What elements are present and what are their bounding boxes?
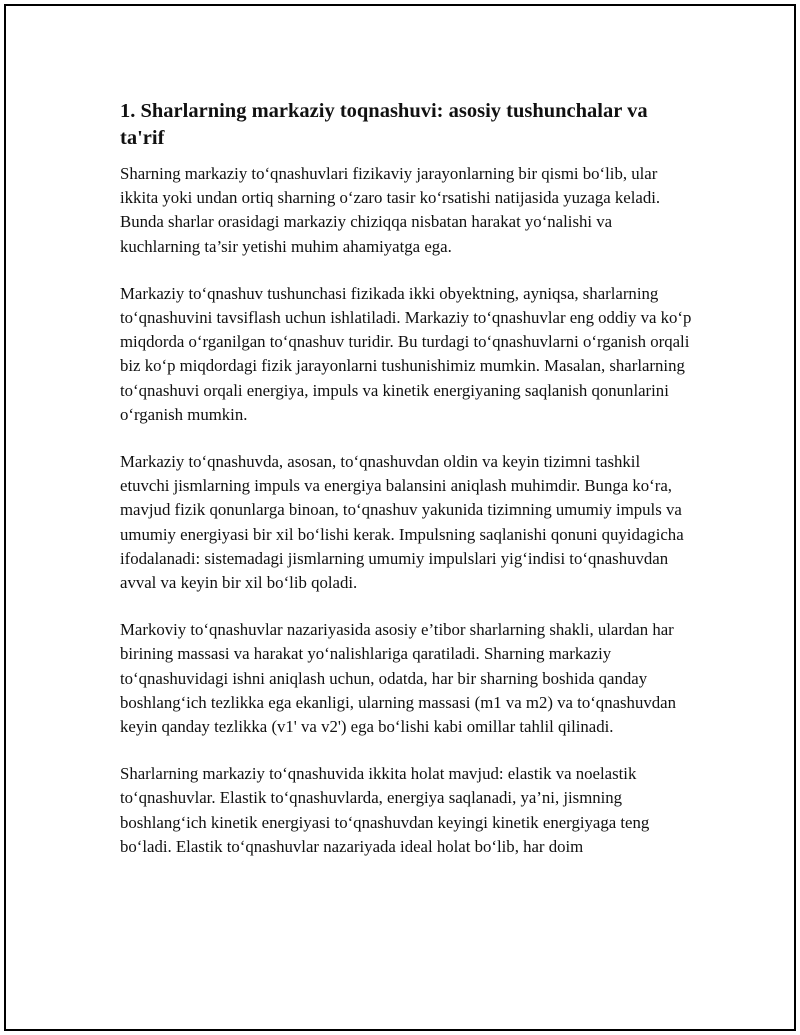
paragraph-4: Markoviy to‘qnashuvlar nazariyasida asosiy e’tibor sharlarning shakli, ulardan har birining massasi va harakat yo‘nalishlariga qaratiladi. Sharning markaziy to‘qnashuvidagi ishni aniqlash uchun, odatda, har bir sharning boshida qanday boshlang‘ich tezlikka ega ekanligi, ularning massasi (m1 va m2) va to‘qnashuvdan keyin qanday tezlikka (v1' va v2') ega bo‘lishi kabi omillar tahlil qilinadi. [120, 620, 676, 737]
section-heading: 1. Sharlarning markaziy toqnashuvi: asosiy tushunchalar va ta'rif [120, 100, 648, 149]
paragraph-5: Sharlarning markaziy to‘qnashuvida ikkita holat mavjud: elastik va noelastik to‘qnashuvlar. Elastik to‘qnashuvlarda, energiya saqlanadi, ya’ni, jismning boshlang‘ich kinetik energiyasi to‘qnashuvdan keyingi kinetik energiyaga teng bo‘ladi. Elastik to‘qnashuvlar nazariyada ideal holat bo‘lib, har doim [120, 764, 650, 856]
document-body [120, 98, 692, 882]
paragraph-3: Markaziy to‘qnashuvda, asosan, to‘qnashuvdan oldin va keyin tizimni tashkil etuvchi jismlarning impuls va energiya balansini aniqlash muhimdir. Bunga ko‘ra, mavjud fizik qonunlarga binoan, to‘qnashuv yakunida tizimning umumiy impuls va umumiy energiyasi bir xil bo‘lishi kerak. Impulsning saqlanishi qonuni quyidagicha ifodalanadi: sistemadagi jismlarning umumiy impulslari yig‘indisi to‘qnashuvdan avval va keyin bir xil bo‘lib qoladi. [120, 452, 684, 593]
page-frame [4, 4, 796, 1031]
paragraph-2: Markaziy to‘qnashuv tushunchasi fizikada ikki obyektning, ayniqsa, sharlarning to‘qnashuvini tavsiflash uchun ishlatiladi. Markaziy to‘qnashuvlar eng oddiy va ko‘p miqdorda o‘rganilgan to‘qnashuv turidir. Bu turdagi to‘qnashuvlarni o‘rganish orqali biz ko‘p miqdordagi fizik jarayonlarni tushunishimiz mumkin. Masalan, sharlarning to‘qnashuvi orqali energiya, impuls va kinetik energiyaning saqlanish qonunlarini o‘rganish mumkin. [120, 283, 692, 424]
paragraph-1: Sharning markaziy to‘qnashuvlari fizikaviy jarayonlarning bir qismi bo‘lib, ular ikkita yoki undan ortiq sharning o‘zaro tasir ko‘rsatishi natijasida yuzaga keladi. Bunda sharlar orasidagi markaziy chiziqqa nisbatan harakat yo‘nalishi va kuchlarning ta’sir yetishi muhim ahamiyatga ega. [120, 164, 661, 256]
